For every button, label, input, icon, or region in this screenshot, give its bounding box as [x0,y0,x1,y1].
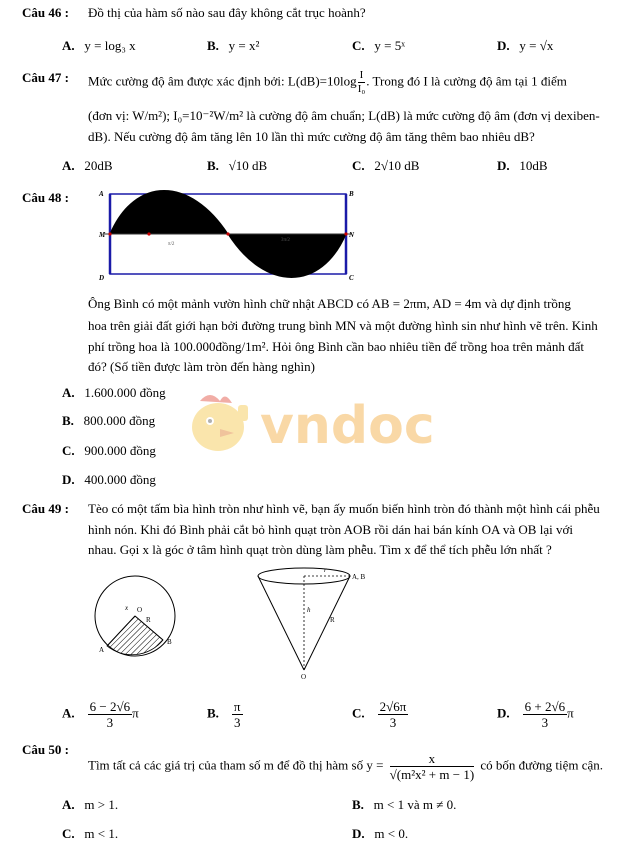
vndoc-watermark [180,385,450,460]
q47-option-a: A. 20dB [62,158,113,173]
label-h: h [307,606,311,614]
q49-option-b: B. $\frac{\pi}{3}$ [207,699,241,730]
q49-option-d: D. $\frac{6 + 2√6}{3}$ π [497,699,574,730]
q46-option-c: C. y = 5ˣ [352,38,405,53]
label-r-small: r [324,566,327,574]
question-48-line4: đó? (Số tiền được làm tròn đến hàng nghìn) [88,359,315,374]
question-49-label: Câu 49 : [22,501,69,516]
point-pi [226,232,229,235]
label-a: A [99,190,104,198]
chick-mascot-icon [192,403,244,451]
question-47-line2: (đơn vị: W/m²); I₀=10⁻²W/m² là cường độ âm chuẩn; L(dB) là mức cường độ âm (đơn vị dexiben- [88,108,600,123]
cone-figure [250,562,370,680]
question-48-label: Câu 48 : [22,190,69,205]
label-b: B [167,638,172,646]
q50-option-c: C. m < 1. [62,826,119,841]
question-47-label: Câu 47 : [22,70,69,85]
q46-option-d: D. y = √x [497,38,554,53]
point-pi-2 [147,232,150,235]
q47-option-c: C. 2√10 dB [352,158,420,173]
question-49-line2: hình nón. Khi đó Bình phải cắt bỏ hình quạt tròn AOB rồi dán hai bán kính OA và OB lại với [88,522,573,537]
q50-option-a: A. m > 1. [62,797,119,812]
label-o: O [301,673,307,680]
label-c: C [349,274,354,282]
label-n: N [349,231,355,239]
label-x: x [125,604,129,612]
label-r: R [146,616,151,624]
label-d: D [99,274,105,282]
question-47-line1: Mức cường độ âm được xác định bởi: L(dB)=10log $\frac{I}{\text{I₀}}$ . Trong đó I là cường độ âm tại 1 điểm [88,69,567,95]
q47-option-b: B. √10 dB [207,158,268,173]
q48-option-a: A. 1.600.000 đồng [62,385,166,400]
label-a: A [99,646,105,654]
q49-option-a: A. $\frac{6 - 2√6}{3}$ π [62,699,139,730]
q48-option-b: B. 800.000 đồng [62,413,156,428]
q48-option-d: D. 400.000 đồng [62,472,156,487]
watermark-text: vndoc [260,396,435,456]
point-n [344,232,347,235]
label-r-big: R [330,616,335,624]
label-ab: A, B [352,573,366,581]
question-48-line1: Ông Bình có một mảnh vườn hình chữ nhật ABCD có AB = 2πm, AD = 4m và dự định trồng [88,296,571,311]
question-47-line3: dB). Nếu cường độ âm tăng lên 10 lần thì mức cường độ âm tăng thêm bao nhiêu dB? [88,129,535,144]
tick-label-1: π/2 [168,242,175,247]
garden-sine-figure [95,186,365,282]
question-50-label: Câu 50 : [22,742,69,757]
question-49-line1: Tèo có một tấm bìa hình tròn như hình vẽ, bạn ấy muốn biến hình tròn đó thành một hình cái phễu [88,501,600,516]
circle-sector-figure [85,570,185,665]
point-m [108,232,111,235]
tick-label-2: 3π/2 [281,238,290,243]
q47-option-d: D. 10dB [497,158,548,173]
q48-option-c: C. 900.000 đồng [62,443,156,458]
hatched-sector [107,616,163,655]
q46-option-a: A. y = log₃ x [62,38,136,53]
question-50-text: Tìm tất cả các giá trị của tham số m để đồ thị hàm số y = $\frac{x}{\text{√(m²x² + m − 1)}}$ có bốn đường tiệm cận. [88,751,603,782]
label-m: M [99,231,106,239]
label-b: B [349,190,354,198]
question-46-label: Câu 46 : [22,5,69,20]
question-48-line2: hoa trên giải đất giới hạn bởi đường trung bình MN và một đường hình sin như hình vẽ trên. Kinh [88,318,598,333]
q50-option-d: D. m < 0. [352,826,409,841]
q49-option-c: C. $\frac{2√6\pi}{3}$ [352,699,407,730]
q50-option-b: B. m < 1 và m ≠ 0. [352,797,457,812]
question-49-line3: nhau. Gọi x là góc ở tâm hình quạt tròn dùng làm phễu. Tìm x để thể tích phễu lớn nhất ? [88,542,552,557]
label-o: O [137,606,143,614]
question-48-line3: phí trồng hoa là 100.000đồng/1m². Hỏi ông Bình cần bao nhiêu tiền để trồng hoa trên mảnh đất [88,339,584,354]
question-46-text: Đồ thị của hàm số nào sau đây không cắt trục hoành? [88,5,366,20]
q46-option-b: B. y = x² [207,38,260,53]
